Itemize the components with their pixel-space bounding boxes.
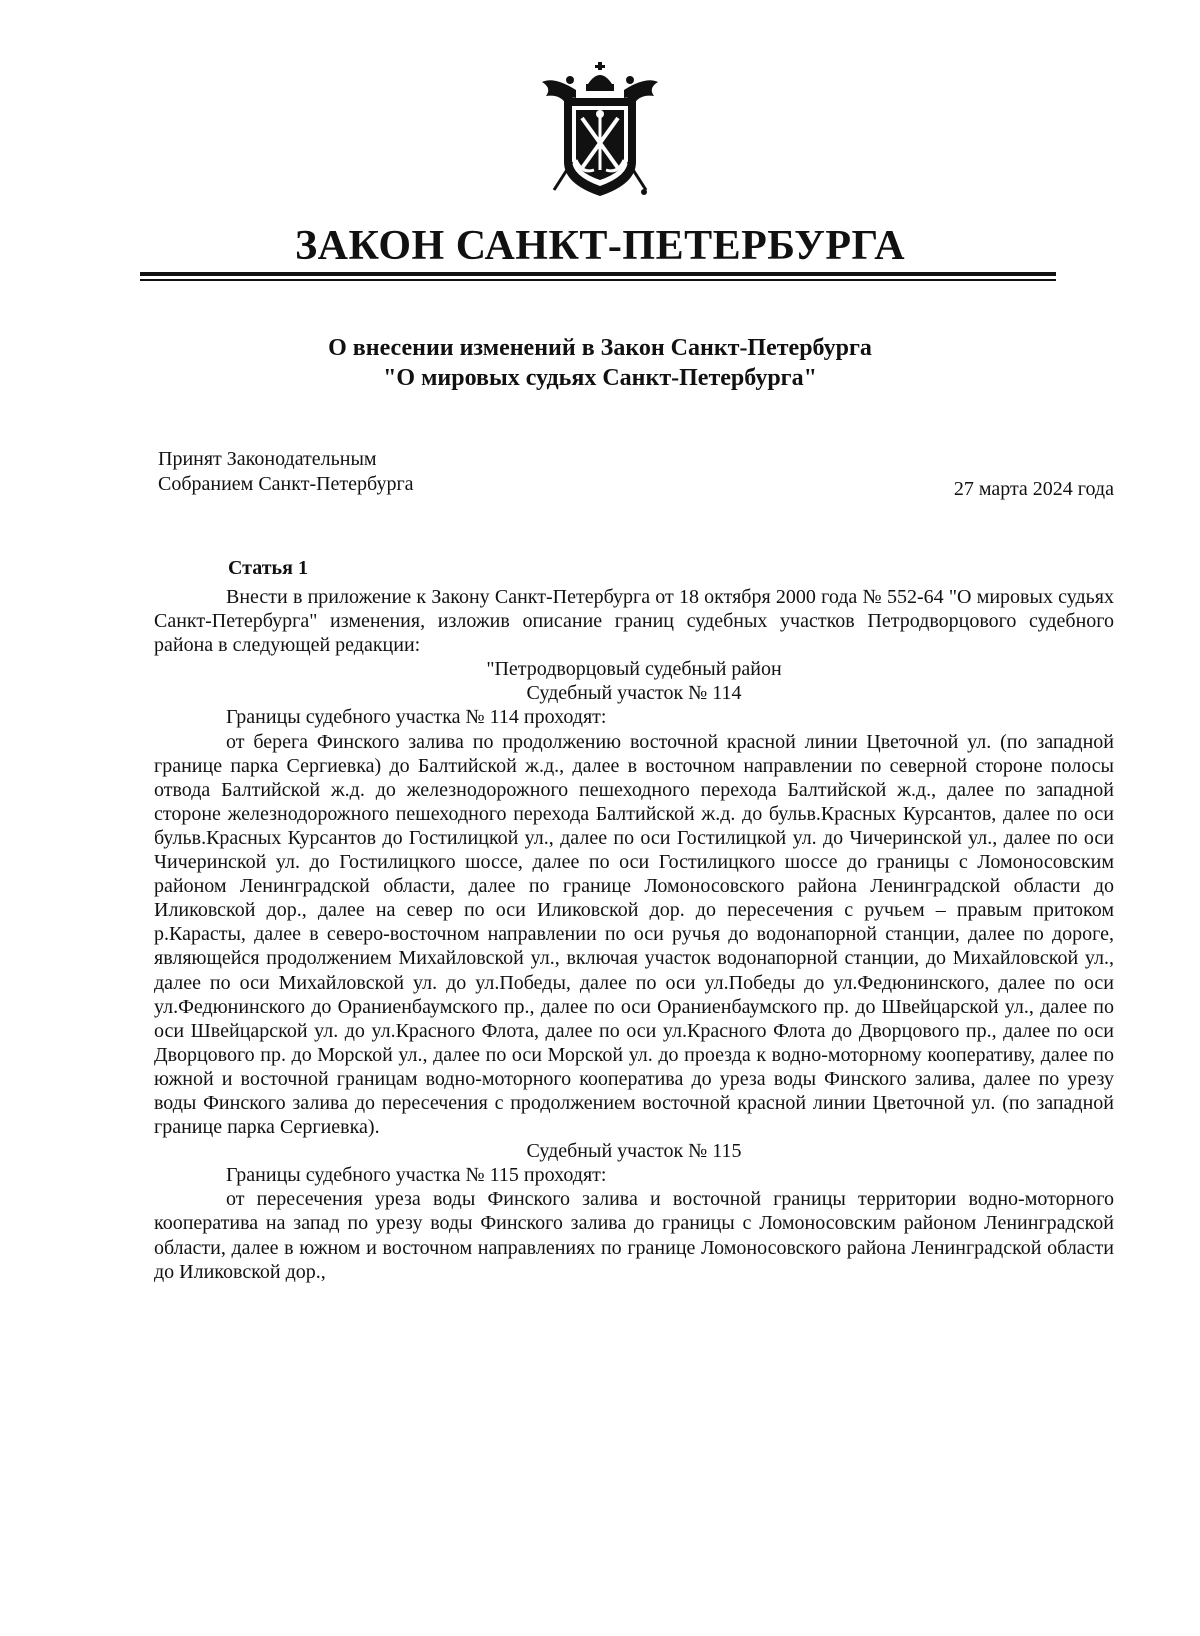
- section-115-lead: Границы судебного участка № 115 проходят:: [226, 1164, 607, 1187]
- article-intro: Внести в приложение к Закону Санкт-Петербурга от 18 октября 2000 года № 552-64 "О мировых судьях Санкт-Петербурга" изменения, изложив описание границ судебных участков Петродворцового судебного района в следующей редакции:: [154, 586, 1114, 657]
- title-divider-thick: [140, 272, 1056, 276]
- coat-of-arms-emblem: [536, 62, 664, 202]
- section-115-title: Судебный участок № 115: [526, 1140, 742, 1163]
- section-114-lead: Границы судебного участка № 114 проходят:: [226, 706, 607, 729]
- law-subtitle: [0, 333, 1200, 393]
- adoption-line-1: Принят Законодательным: [158, 448, 377, 470]
- law-title: ЗАКОН САНКТ-ПЕТЕРБУРГА: [294, 223, 906, 269]
- subtitle-line-2: "О мировых судьях Санкт-Петербурга": [383, 365, 817, 391]
- section-114-text: от берега Финского залива по продолжению восточной красной линии Цветочной ул. (по западной границе парка Сергиевка) до Балтийской ж.д., далее в восточном направлении по северной стороне полосы отвода Балтийской ж.д. до железнодорожного пешеходного перехода Балтийской ж.д., далее по западной стороне железнодорожного пешеходного перехода Балтийской ж.д. до бульв.Красных Курсантов, далее по оси бульв.Красных Курсантов до Гостилицкой ул., далее по оси Гостилицкой ул. до Чичеринской ул., далее по оси Чичеринской ул. до Гостилицкого шоссе, далее по оси Гостилицкого шоссе до границы с Ломоносовским районом Ленинградской области, далее по границе Ломоносовского района Ленинградской области до Иликовской дор., далее на север по оси Иликовской дор. до пересечения с ручьем – правым притоком р.Карасты, далее в северо-восточном направлении по оси ручья до водонапорной станции, далее по дороге, являющейся продолжением Михайловской ул., включая участок водонапорной станции, до Михайловской ул., далее по оси Михайловской ул. до ул.Победы, далее по оси ул.Победы до ул.Федюнинского, далее по оси ул.Федюнинского до Ораниенбаумского пр., далее по оси Ораниенбаумского пр. до Швейцарской ул., далее по оси Швейцарской ул. до ул.Красного Флота, далее по оси ул.Красного Флота до Дворцового пр., далее по оси Дворцового пр. до Морской ул., далее по оси Морской ул. до проезда к водно-моторному кооперативу, далее по южной и восточной границам водно-моторного кооператива до уреза воды Финского залива, далее по урезу воды Финского залива до пересечения с продолжением восточной красной линии Цветочной ул. (по западной границе парка Сергиевка).: [154, 730, 1114, 1139]
- subtitle-line-1: О внесении изменений в Закон Санкт-Петербурга: [328, 335, 872, 361]
- section-114-title: Судебный участок № 114: [526, 682, 742, 705]
- article-heading: Статья 1: [228, 557, 308, 579]
- title-divider-thin: [140, 279, 1056, 281]
- adoption-line-2: Собранием Санкт-Петербурга: [158, 473, 414, 495]
- adoption-note: [158, 447, 414, 497]
- article-body: [154, 585, 1114, 1284]
- adoption-date: 27 марта 2024 года: [953, 478, 1114, 500]
- section-115-text: от пересечения уреза воды Финского залива и восточной границы территории водно-моторного кооператива на запад по урезу воды Финского залива до границы с Ломоносовским районом Ленинградской области, далее в южном и восточном направлениях по границе Ломоносовского района Ленинградской области до Иликовской дор.,: [154, 1188, 1114, 1283]
- district-title: "Петродворцовый судебный район: [486, 658, 782, 681]
